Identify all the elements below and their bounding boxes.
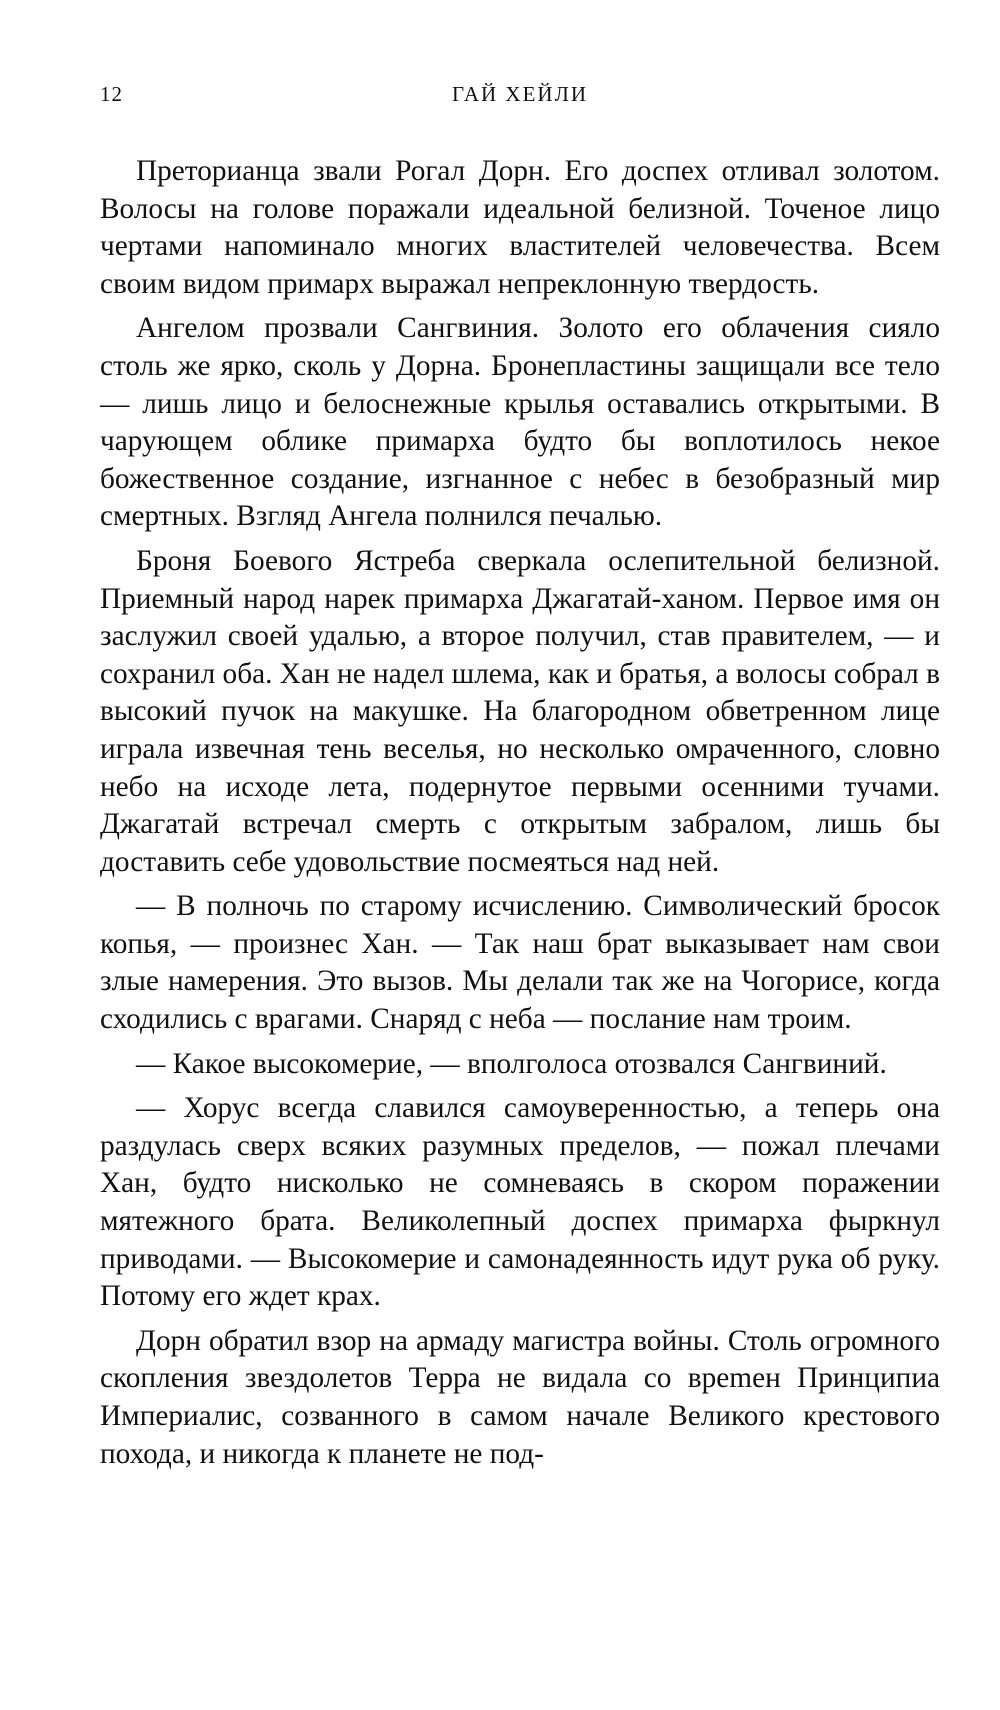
paragraph: Ангелом прозвали Сангвиния. Золото его облачения сияло столь же ярко, сколь у Дорна. Бронепластины защищали все тело — лишь лицо и белоснежные крылья оставались открытыми. В чарующем облике примарха будто бы воплотилось некое божественное создание, изгнанное с небес в безобразный мир смертных. Взгляд Ангела полнился печалью.	[100, 312, 940, 533]
paragraph: Дорн обратил взор на армаду магистра войны. Столь огромного скопления звездолетов Терра не видала со вреmен Принципиа Империалис, созванного в самом начале Великого крестового похода, и никогда к планете не под-	[100, 1324, 940, 1470]
book-title: ГАЙ ХЕЙЛИ	[451, 82, 588, 106]
page-number: 12	[100, 82, 123, 106]
paragraph: Преторианца звали Рогал Дорн. Его доспех отливал золотом. Волосы на голове поражали идеальной белизной. Точеное лицо чертами напоминало многих властителей человечества. Всем своим видом примарх выражал непреклонную твердость.	[100, 155, 940, 300]
running-head	[100, 82, 940, 112]
paragraph: — В полночь по старому исчислению. Символический бросок копья, — произнес Хан. — Так наш брат выказывает нам свои злые намерения. Это вызов. Мы делали так же на Чогорисе, когда сходились с врагами. Снаряд с неба — послание нам троим.	[100, 890, 940, 1036]
paragraph: Броня Боевого Ястреба сверкала ослепительной белизной. Приемный народ нарек примарха Джагатай-ханом. Первое имя он заслужил своей удалью, а второе получил, став правителем, — и сохранил оба. Хан не надел шлема, как и братья, а волосы собрал в высокий пучок на макушке. На благородном обветренном лице играла извечная тень веселья, но несколько омраченного, словно небо на исходе лета, подернутое первыми осенними тучами. Джагатай встречал смерть с открытым забралом, лишь бы доставить себе удовольствие посмеяться над ней.	[100, 544, 940, 878]
paragraph: — Какое высокомерие, — вполголоса отозвался Сангвиний.	[136, 1047, 887, 1080]
paragraph: — Хорус всегда славился самоуверенностью, а теперь она раздулась сверх всяких разумных пределов, — пожал плечами Хан, будто нисколько не сомневаясь в скором поражении мятежного брата. Великолепный доспех примарха фыркнул приводами. — Высокомерие и самонадеянность идут рука об руку. Потому его ждет крах.	[100, 1092, 940, 1313]
body-text	[100, 153, 940, 1473]
